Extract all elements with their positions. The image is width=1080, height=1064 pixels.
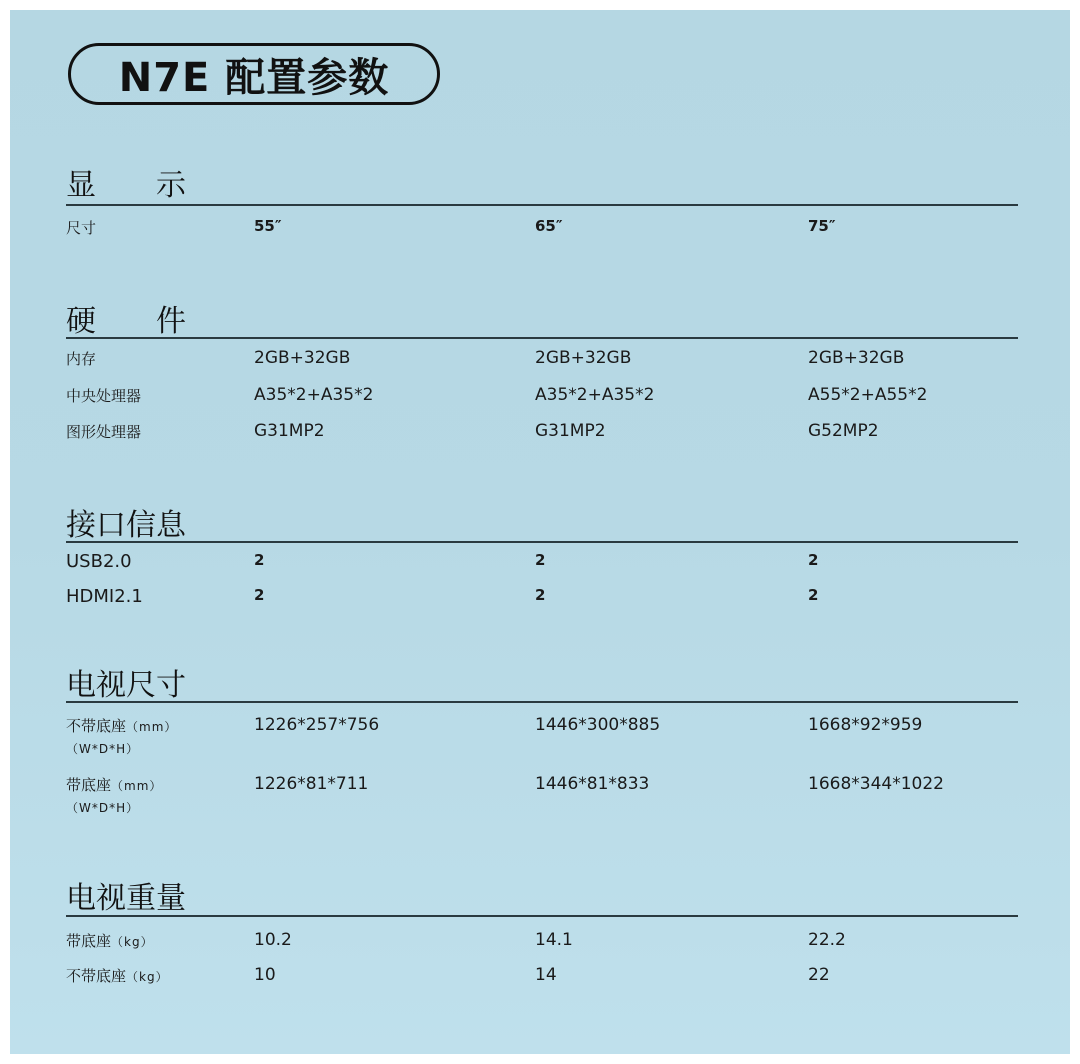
row-label: 尺寸 xyxy=(66,219,97,237)
row-sub: （W*D*H） xyxy=(66,801,140,815)
value-65: 2GB+32GB xyxy=(535,348,632,368)
value-65: G31MP2 xyxy=(535,421,606,441)
value-65: A35*2+A35*2 xyxy=(535,385,655,405)
value-75: 75″ xyxy=(808,217,836,235)
row-label-text: 不带底座 xyxy=(66,717,127,735)
value-65: 65″ xyxy=(535,217,563,235)
row-unit: （mm） xyxy=(126,720,178,734)
row-label xyxy=(66,715,177,757)
row-unit: （kg） xyxy=(111,935,154,949)
value-75: 2 xyxy=(808,586,819,604)
section-title-dimensions: 电视尺寸 xyxy=(66,668,186,703)
value-55: 10 xyxy=(254,965,276,985)
value-75: 1668*344*1022 xyxy=(808,774,944,794)
row-unit: （kg） xyxy=(126,970,169,984)
value-55: G31MP2 xyxy=(254,421,325,441)
title-badge xyxy=(68,43,440,105)
row-label xyxy=(66,930,154,951)
value-55: 1226*257*756 xyxy=(254,715,380,735)
section-rule xyxy=(66,915,1018,917)
row-label: 图形处理器 xyxy=(66,423,142,441)
value-65: 2 xyxy=(535,586,546,604)
value-55: A35*2+A35*2 xyxy=(254,385,374,405)
value-75: 22 xyxy=(808,965,830,985)
row-label xyxy=(66,965,169,986)
section-title-display: 显 示 xyxy=(66,168,186,203)
value-75: A55*2+A55*2 xyxy=(808,385,928,405)
value-65: 14.1 xyxy=(535,930,573,950)
row-label-text: 不带底座 xyxy=(66,967,127,985)
value-75: 2 xyxy=(808,551,819,569)
value-75: G52MP2 xyxy=(808,421,879,441)
value-75: 22.2 xyxy=(808,930,846,950)
section-title-weight: 电视重量 xyxy=(66,881,186,916)
value-75: 2GB+32GB xyxy=(808,348,905,368)
value-65: 2 xyxy=(535,551,546,569)
section-title-interface: 接口信息 xyxy=(66,508,186,543)
page-title: N7E 配置参数 xyxy=(118,54,390,101)
row-sub: （W*D*H） xyxy=(66,742,140,756)
section-rule xyxy=(66,701,1018,703)
value-55: 2GB+32GB xyxy=(254,348,351,368)
row-unit: （mm） xyxy=(111,779,163,793)
value-65: 1446*300*885 xyxy=(535,715,661,735)
row-label-text: 带底座 xyxy=(66,776,112,794)
value-55: 2 xyxy=(254,586,265,604)
row-label-text: 带底座 xyxy=(66,932,112,950)
section-title-hardware: 硬 件 xyxy=(66,304,186,339)
value-55: 1226*81*711 xyxy=(254,774,369,794)
row-label: USB2.0 xyxy=(66,551,132,572)
section-rule xyxy=(66,204,1018,206)
row-label: HDMI2.1 xyxy=(66,586,143,607)
value-55: 55″ xyxy=(254,217,282,235)
section-rule xyxy=(66,337,1018,339)
value-55: 10.2 xyxy=(254,930,292,950)
value-65: 1446*81*833 xyxy=(535,774,650,794)
value-65: 14 xyxy=(535,965,557,985)
value-55: 2 xyxy=(254,551,265,569)
row-label xyxy=(66,774,162,816)
section-rule xyxy=(66,541,1018,543)
row-label: 中央处理器 xyxy=(66,387,142,405)
row-label: 内存 xyxy=(66,350,97,368)
value-75: 1668*92*959 xyxy=(808,715,923,735)
